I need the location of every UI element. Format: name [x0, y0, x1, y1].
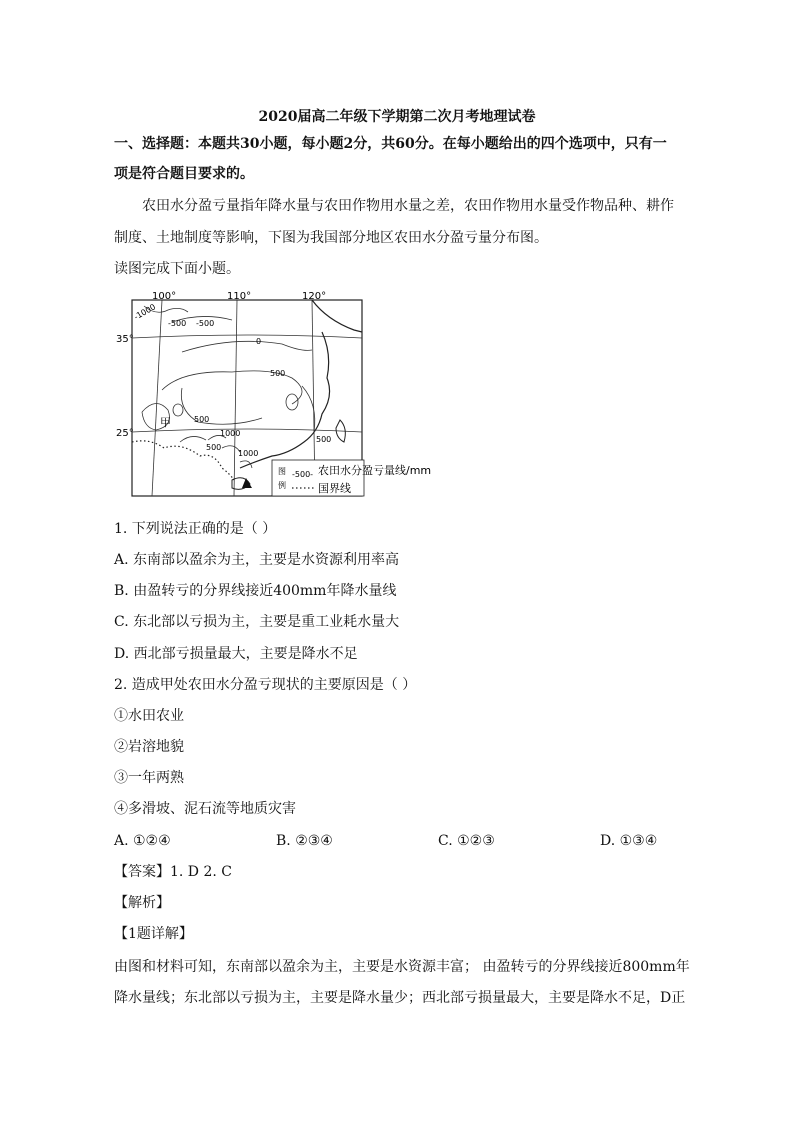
question-2-item-4: ④多滑坡、泥石流等地质灾害 — [114, 801, 296, 817]
detail-line1: 由图和材料可知，东南部以盈余为主，主要是水资源丰富； 由盈转亏的分界线接近800mm年 — [114, 959, 690, 975]
lon-label-100: 100° — [152, 291, 177, 302]
contour-line — [180, 436, 206, 442]
contour-ring — [286, 394, 298, 410]
question-2-option-b: B. ②③④ — [276, 833, 333, 849]
question-1-option-a: A. 东南部以盈余为主，主要是水资源利用率高 — [114, 552, 400, 568]
legend-item1-label: 农田水分盈亏量线/mm — [318, 464, 432, 477]
intro-line2: 制度、土地制度等影响，下图为我国部分地区农田水分盈亏量分布图。 — [114, 230, 548, 246]
question-2-option-d: D. ①③④ — [600, 833, 658, 849]
question-1-option-c: C. 东北部以亏损为主，主要是重工业耗水量大 — [114, 614, 400, 630]
contour-label: 500 — [194, 415, 210, 424]
contour-ring — [173, 404, 183, 416]
coastline — [240, 300, 362, 468]
contour-label: 0 — [256, 337, 262, 346]
marker-triangle — [242, 478, 252, 488]
parallel-35 — [132, 335, 362, 338]
water-balance-map — [116, 291, 472, 502]
question-2-stem: 2. 造成甲处农田水分盈亏现状的主要原因是（ ） — [114, 677, 417, 693]
lat-label-25: 25° — [116, 428, 134, 439]
meridian-100 — [152, 300, 162, 496]
contour-line — [182, 341, 312, 352]
contour-label: -500 — [168, 319, 187, 328]
question-1-option-b: B. 由盈转亏的分界线接近400mm年降水量线 — [114, 583, 397, 599]
question-2-option-c: C. ①②③ — [438, 833, 495, 849]
question-2-item-2: ②岩溶地貌 — [114, 739, 184, 755]
contour-line — [302, 386, 315, 432]
contour-label: 1000 — [238, 449, 259, 458]
section-heading-line1: 一、选择题：本题共30小题，每小题2分，共60分。在每小题给出的四个选项中，只有一 — [114, 136, 667, 152]
lon-label-110: 110° — [227, 291, 252, 302]
lat-label-35: 35° — [116, 334, 134, 345]
question-2-item-3: ③一年两熟 — [114, 770, 184, 786]
contour-label: -1000 — [132, 302, 158, 322]
contour-label: 500 — [206, 443, 222, 452]
detail-label: 【1题详解】 — [114, 926, 193, 942]
question-2-item-1: ①水田农业 — [114, 708, 184, 724]
section-heading-line2: 项是符合题目要求的。 — [114, 166, 254, 182]
contour-label: -500 — [196, 319, 215, 328]
detail-line2: 降水量线；东北部以亏损为主，主要是降水量少；西北部亏损量最大，主要是降水不足，D正 — [114, 990, 686, 1006]
contour-label: 500 — [270, 369, 286, 378]
contour-label: 1000 — [220, 429, 241, 438]
analysis-label: 【解析】 — [114, 895, 170, 911]
contour-label: 500 — [316, 435, 332, 444]
lon-label-120: 120° — [302, 291, 327, 302]
legend-item2-label: 国界线 — [318, 482, 351, 495]
intro-line1: 农田水分盈亏量指年降水量与农田作物用水量之差，农田作物用水量受作物品种、耕作 — [142, 198, 674, 214]
exam-title: 2020届高二年级下学期第二次月考地理试卷 — [258, 109, 536, 125]
meridian-110 — [234, 300, 237, 496]
region-label-jia: 甲 — [160, 416, 171, 429]
legend-heading-2: 例 — [278, 481, 286, 490]
question-1-option-d: D. 西北部亏损量最大，主要是降水不足 — [114, 646, 358, 662]
question-2-option-a: A. ①②④ — [114, 833, 171, 849]
map-svg — [116, 291, 472, 502]
answer-label: 【答案】1. D 2. C — [114, 864, 233, 880]
legend-heading-1: 图 — [278, 467, 286, 476]
parallel-25 — [132, 429, 362, 432]
intro-line3: 读图完成下面小题。 — [114, 261, 240, 277]
legend-sample-contour: -500- — [292, 470, 314, 479]
question-1-stem: 1. 下列说法正确的是（ ） — [114, 521, 277, 537]
